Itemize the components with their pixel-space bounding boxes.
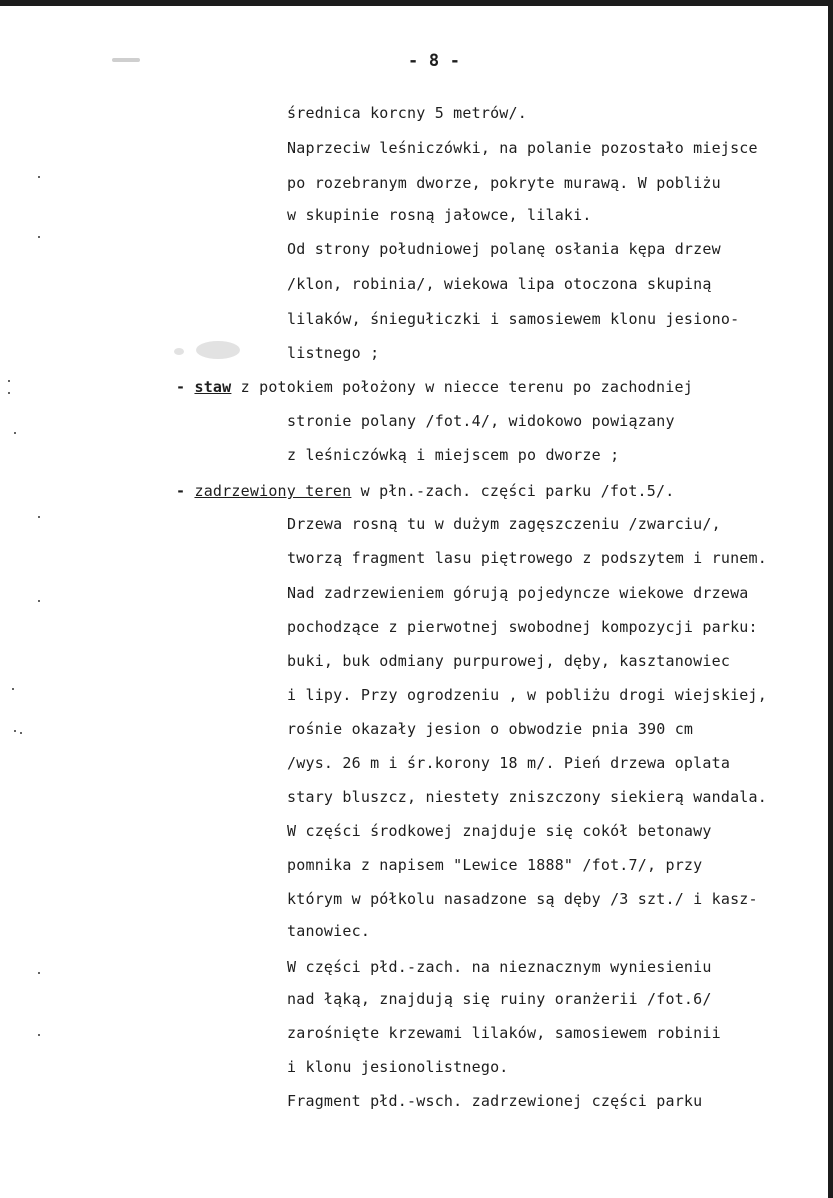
text-line: W części środkowej znajduje się cokół betonawy (287, 822, 712, 840)
text-line: rośnie okazały jesion o obwodzie pnia 390 cm (287, 720, 694, 738)
text-line: z leśniczówką i miejscem po dworze ; (287, 446, 620, 464)
text-line: W części płd.-zach. na nieznacznym wyniesieniu (287, 958, 712, 976)
text-line: lilaków, śniegułiczki i samosiewem klonu jesiono- (287, 310, 740, 328)
text-line: i lipy. Przy ogrodzeniu , w pobliżu drogi wiejskiej, (287, 686, 767, 704)
text-line: i klonu jesionolistnego. (287, 1058, 509, 1076)
text-line: buki, buk odmiany purpurowej, dęby, kasztanowiec (287, 652, 731, 670)
page-number: - 8 - (408, 51, 461, 71)
list-term: zadrzewiony teren (194, 482, 352, 500)
text-line: stronie polany /fot.4/, widokowo powiązany (287, 412, 675, 430)
text-line: listnego ; (287, 344, 380, 362)
text-line: zarośnięte krzewami lilaków, samosiewem robinii (287, 1024, 721, 1042)
text-line: pochodzące z pierwotnej swobodnej kompozycji parku: (287, 618, 758, 636)
text-line: średnica korcny 5 metrów/. (287, 104, 527, 122)
text-line: tanowiec. (287, 922, 371, 940)
text-line: którym w półkolu nasadzone są dęby /3 szt./ i kasz- (287, 890, 758, 908)
text-line: Od strony południowej polanę osłania kępa drzew (287, 240, 721, 258)
text-line: tworzą fragment lasu piętrowego z podszytem i runem. (287, 549, 767, 567)
list-term: staw (194, 378, 232, 396)
text-line: pomnika z napisem "Lewice 1888" /fot.7/, przy (287, 856, 703, 874)
text-line: Drzewa rosną tu w dużym zagęszczeniu /zwarciu/, (287, 515, 721, 533)
text-line: Fragment płd.-wsch. zadrzewionej części parku (287, 1092, 703, 1110)
list-text: z potokiem położony w niecce terenu po zachodniej (231, 378, 693, 396)
text-line: /klon, robinia/, wiekowa lipa otoczona skupiną (287, 275, 712, 293)
text-line: stary bluszcz, niestety zniszczony siekierą wandala. (287, 788, 767, 806)
list-bullet: - (176, 378, 186, 396)
text-line: Naprzeciw leśniczówki, na polanie pozostało miejsce (287, 139, 758, 157)
list-item-staw (176, 378, 693, 396)
text-line: po rozebranym dworze, pokryte murawą. W pobliżu (287, 174, 721, 192)
list-bullet: - (176, 482, 186, 500)
text-line: /wys. 26 m i śr.korony 18 m/. Pień drzewa oplata (287, 754, 731, 772)
list-text: w płn.-zach. części parku /fot.5/. (351, 482, 675, 500)
text-line: Nad zadrzewieniem górują pojedyncze wiekowe drzewa (287, 584, 749, 602)
text-line: w skupinie rosną jałowce, lilaki. (287, 206, 592, 224)
text-line: nad łąką, znajdują się ruiny oranżerii /fot.6/ (287, 990, 712, 1008)
list-item-zadrzewiony-teren (176, 482, 674, 500)
